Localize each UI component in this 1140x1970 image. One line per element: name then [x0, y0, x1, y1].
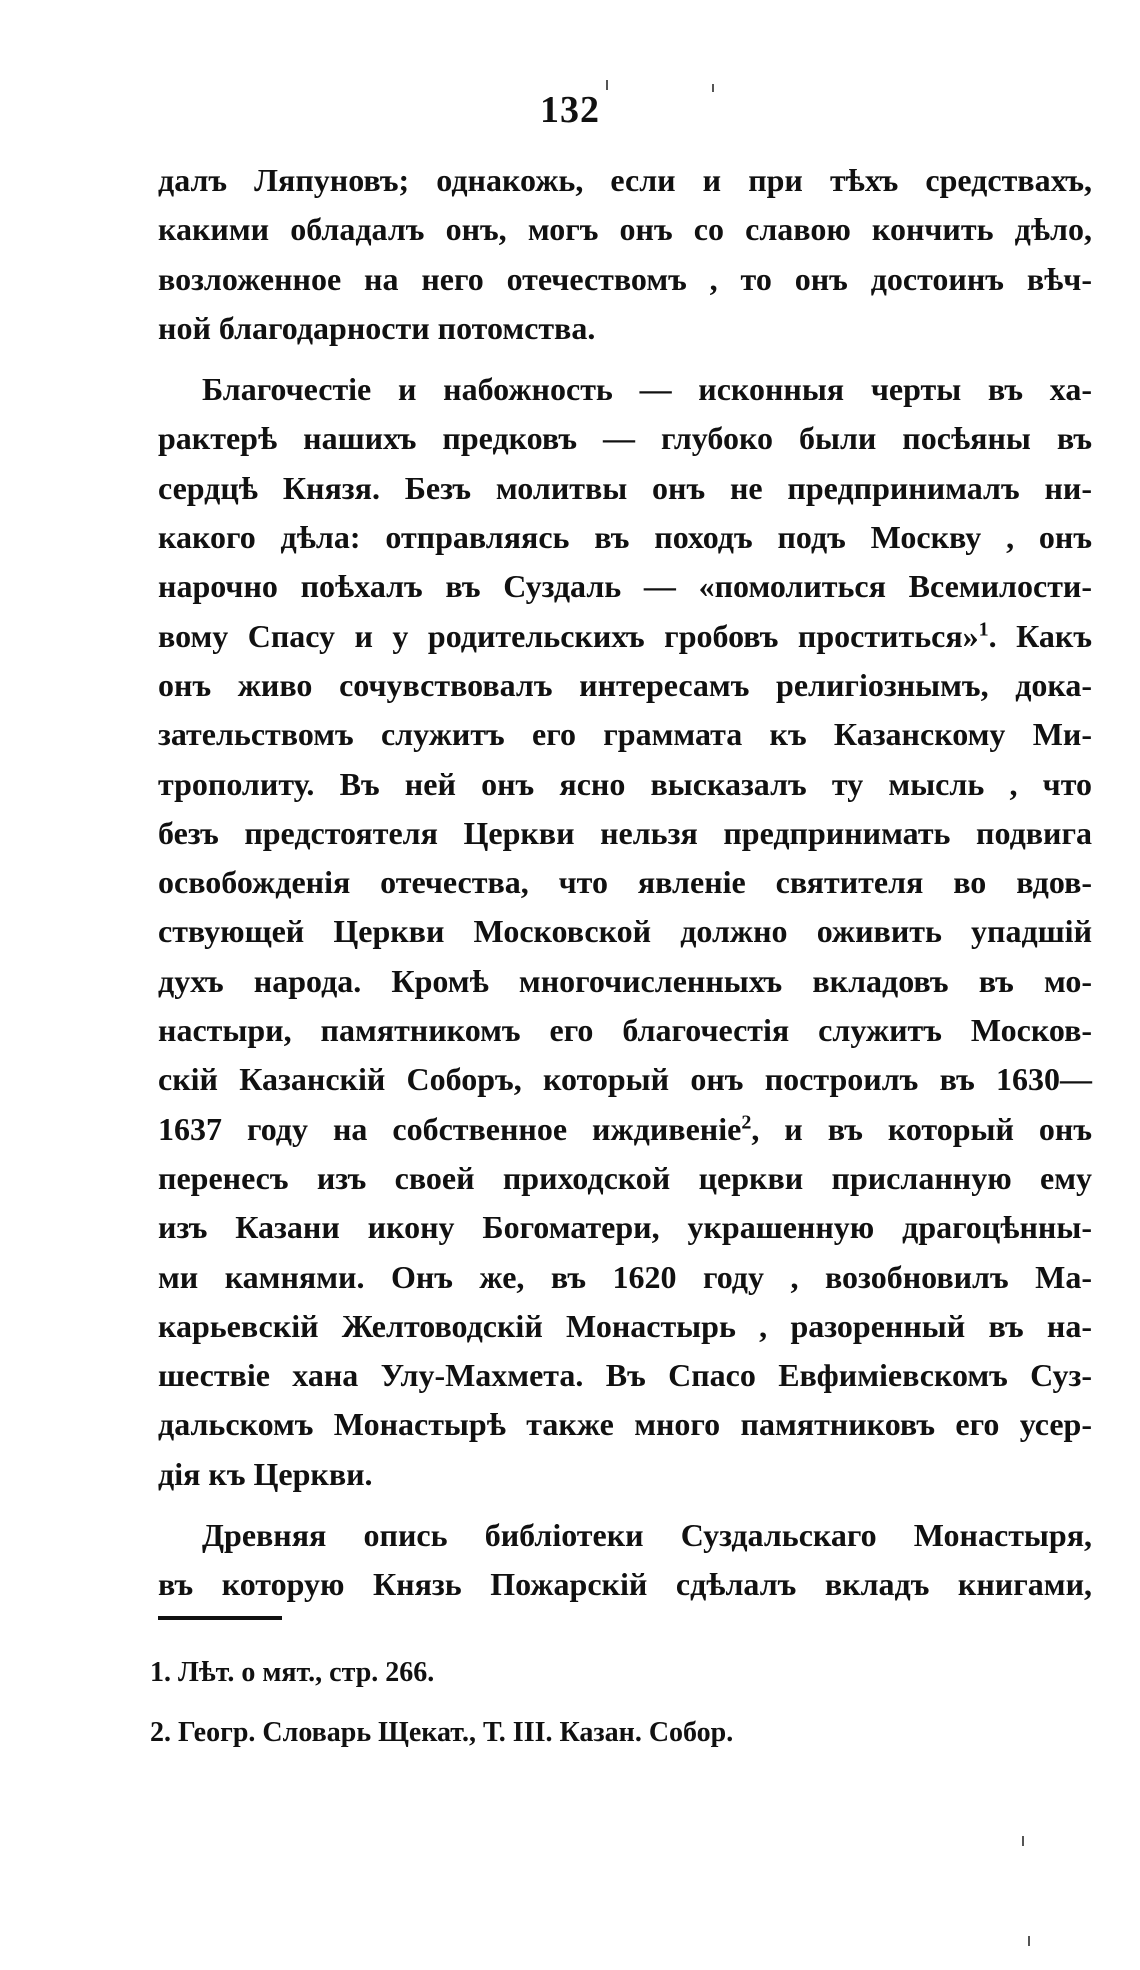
- text-line: возложенное на него отечествомъ , то онъ достоинъ вѣч-: [158, 260, 1092, 297]
- text-line: ной благодарности потомства.: [158, 309, 596, 346]
- text-line: какими обладалъ онъ, могъ онъ со славою кончить дѣло,: [158, 211, 1092, 248]
- paragraph-3: [158, 1511, 1092, 1610]
- text-line: настыри, памятникомъ его благочестія служитъ Москов-: [158, 1012, 1092, 1049]
- text-line-with-footnote: [158, 1105, 1092, 1154]
- text-line: зательствомъ служитъ его граммата къ Казанскому Ми-: [158, 716, 1092, 753]
- footnote-1: 1. Лѣт. о мят., стр. 266.: [150, 1657, 435, 1688]
- footnote-separator: [158, 1616, 282, 1620]
- footnote-ref-2[interactable]: 2: [741, 1110, 752, 1133]
- text-line: изъ Казани икону Богоматери, украшенную драгоцѣнны-: [158, 1209, 1092, 1246]
- text-line: трополиту. Въ ней онъ ясно высказалъ ту мысль , что: [158, 765, 1092, 802]
- text-run: 1637 году на собственное иждивеніе: [158, 1110, 742, 1147]
- footnote-2: 2. Геогр. Словарь Щекат., Т. III. Казан. Собор.: [150, 1717, 734, 1748]
- text-line: перенесъ изъ своей приходской церкви присланную ему: [158, 1159, 1092, 1196]
- text-line: рактерѣ нашихъ предковъ — глубоко были посѣяны въ: [158, 420, 1092, 457]
- paragraph-1: [158, 156, 1092, 353]
- text-line: карьевскій Желтоводскій Монастырь , разоренный въ на-: [158, 1307, 1092, 1344]
- text-line: дія къ Церкви.: [158, 1455, 373, 1492]
- text-line: Древняя опись библіотеки Суздальскаго Монастыря,: [202, 1517, 1092, 1554]
- page-number: 132: [540, 89, 600, 131]
- text-line: ствующей Церкви Московской должно оживить упадшій: [158, 913, 1092, 950]
- text-line: онъ живо сочувствовалъ интересамъ религіознымъ, дока-: [158, 666, 1092, 703]
- paragraph-2: [158, 365, 1092, 1499]
- text-line: дальскомъ Монастырѣ также много памятниковъ его усер-: [158, 1406, 1092, 1443]
- text-line: освобожденія отечества, что явленіе святителя во вдов-: [158, 864, 1092, 901]
- text-run: вому Спасу и у родительскихъ гробовъ проститься»: [158, 617, 979, 654]
- footnote-ref-1[interactable]: 1: [978, 618, 989, 641]
- body-text: [158, 156, 1092, 1622]
- scan-speck: [712, 84, 714, 92]
- text-run: , и въ который онъ: [751, 1110, 1092, 1147]
- scan-speck: [606, 80, 608, 90]
- text-line: шествіе хана Улу-Махмета. Въ Спасо Евфиміевскомъ Суз-: [158, 1357, 1092, 1394]
- scan-speck: [1028, 1936, 1030, 1946]
- text-line: сердцѣ Князя. Безъ молитвы онъ не предпринималъ ни-: [158, 469, 1092, 506]
- text-line: скій Казанскій Соборъ, который онъ построилъ въ 1630—: [158, 1061, 1092, 1098]
- scan-speck: [1022, 1836, 1024, 1846]
- text-line: ми камнями. Онъ же, въ 1620 году , возобновилъ Ма-: [158, 1258, 1092, 1295]
- text-line: духъ народа. Кромѣ многочисленныхъ вкладовъ въ мо-: [158, 962, 1092, 999]
- text-line: въ которую Князь Пожарскій сдѣлалъ вкладъ книгами,: [158, 1566, 1092, 1603]
- text-line: Благочестіе и набожность — исконныя черты въ ха-: [202, 371, 1092, 408]
- text-line: какого дѣла: отправляясь въ походъ подъ Москву , онъ: [158, 519, 1092, 556]
- text-run: . Какъ: [988, 617, 1093, 654]
- text-line: далъ Ляпуновъ; однакожь, если и при тѣхъ средствахъ,: [158, 162, 1092, 198]
- text-line: нарочно поѣхалъ въ Суздаль — «помолиться Всемилости-: [158, 568, 1092, 605]
- text-line-with-footnote: [158, 612, 1092, 661]
- footnotes: [150, 1650, 1090, 1770]
- text-line: безъ предстоятеля Церкви нельзя предпринимать подвига: [158, 814, 1092, 851]
